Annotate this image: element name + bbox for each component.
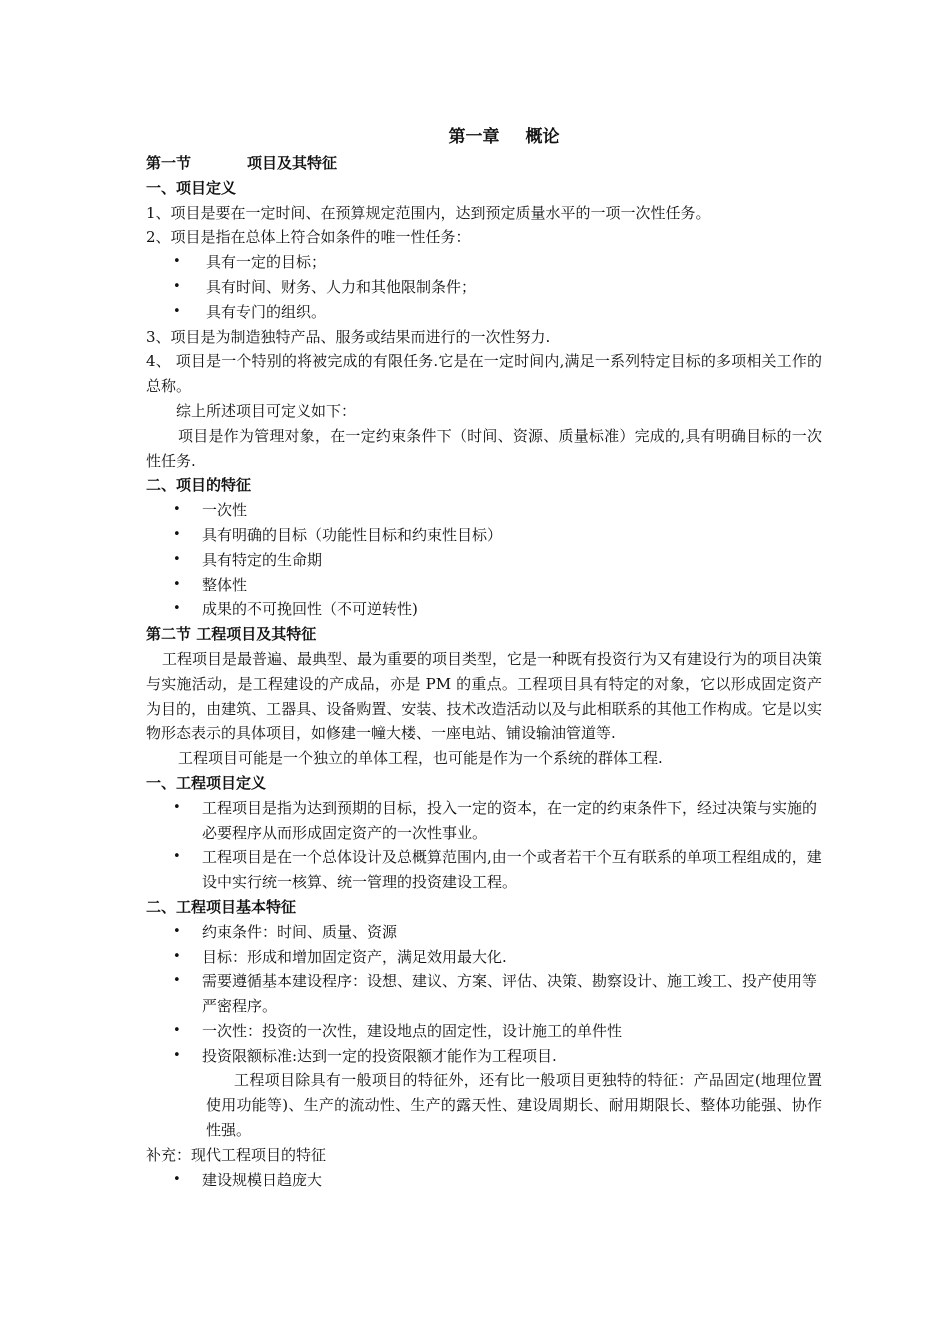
bullet-icon: • [173, 1022, 181, 1038]
bullet-icon: • [173, 526, 181, 542]
definition-3: 3、项目是为制造独特产品、服务或结果而进行的一次性努力. [146, 327, 551, 346]
bullet-icon: • [173, 923, 181, 939]
list-item [146, 969, 822, 1019]
engineering-paragraph-2: 工程项目可能是一个独立的单体工程，也可能是作为一个系统的群体工程. [178, 749, 663, 768]
list-item-text: 投资限额标准:达到一定的投资限额才能作为工程项目. [202, 1046, 557, 1065]
heading-engineering-features: 二、工程项目基本特征 [146, 897, 297, 916]
bullet-icon: • [173, 1047, 181, 1063]
list-item-text: 需要遵循基本建设程序：设想、建议、方案、评估、决策、勘察设计、施工竣工、投产使用等严密程序。 [202, 972, 818, 1016]
list-item [146, 573, 822, 598]
list-item [146, 548, 822, 573]
bullet-icon: • [173, 502, 181, 518]
heading-project-definition: 一、项目定义 [146, 178, 237, 197]
bullet-icon: • [173, 601, 181, 617]
summary-intro: 综上所述项目可定义如下： [176, 401, 357, 420]
chapter-number: 第一章 [448, 127, 500, 147]
list-item [146, 1019, 822, 1044]
list-item [146, 300, 822, 325]
list-item [146, 523, 822, 548]
bullet-icon: • [173, 799, 181, 815]
list-item [146, 275, 822, 300]
bullet-icon: • [173, 576, 181, 592]
list-item-text: 具有特定的生命期 [202, 550, 323, 569]
heading-engineering-definition: 一、工程项目定义 [146, 773, 267, 792]
list-item-text: 一次性：投资的一次性，建设地点的固定性，设计施工的单件性 [202, 1021, 623, 1040]
list-item-text: 具有明确的目标（功能性目标和约束性目标） [202, 525, 503, 544]
supplement-heading: 补充：现代工程项目的特征 [146, 1145, 327, 1164]
bullet-icon: • [173, 551, 181, 567]
bullet-icon: • [173, 303, 181, 319]
list-item-text: 建设规模日趋庞大 [202, 1170, 323, 1189]
list-item-text: 工程项目是在一个总体设计及总概算范围内,由一个或者若干个互有联系的单项工程组成的，建设中实行统一核算、统一管理的投资建设工程。 [202, 848, 822, 892]
summary-definition: 项目是作为管理对象，在一定约束条件下（时间、资源、质量标准）完成的,具有明确目标的一次性任务. [146, 426, 822, 470]
definition-2: 2、项目是指在总体上符合如条件的唯一性任务： [146, 228, 471, 247]
list-item [146, 250, 822, 275]
section-1-title: 项目及其特征 [247, 154, 338, 172]
engineering-features-paragraph: 工程项目除具有一般项目的特征外，还有比一般项目更独特的特征：产品固定(地理位置使用功能等)、生产的流动性、生产的露天性、建设周期长、耐用期限长、整体功能强、协作性强。 [206, 1071, 822, 1140]
bullet-icon: • [173, 254, 181, 270]
list-item [146, 1044, 822, 1069]
definition-1: 1、项目是要在一定时间、在预算规定范围内，达到预定质量水平的一项一次性任务。 [146, 203, 711, 222]
list-item-text: 成果的不可挽回性（不可逆转性) [202, 600, 418, 619]
section-1-heading [146, 151, 822, 176]
bullet-icon: • [173, 973, 181, 989]
list-item-text: 具有一定的目标； [206, 253, 327, 272]
list-item-text: 约束条件：时间、质量、资源 [202, 922, 398, 941]
list-item-text: 工程项目是指为达到预期的目标，投入一定的资本，在一定的约束条件下，经过决策与实施的必要程序从而形成固定资产的一次性事业。 [202, 798, 818, 842]
list-item [146, 796, 822, 846]
list-item-text: 具有时间、财务、人力和其他限制条件； [206, 277, 477, 296]
bullet-icon: • [173, 849, 181, 865]
bullet-icon: • [173, 1171, 181, 1187]
list-item-text: 具有专门的组织。 [206, 302, 327, 321]
heading-project-features: 二、项目的特征 [146, 476, 252, 495]
section-2-heading: 第二节 工程项目及其特征 [146, 625, 317, 644]
bullet-icon: • [173, 278, 181, 294]
list-item-text: 整体性 [202, 575, 248, 594]
list-item [146, 945, 822, 970]
chapter-title [146, 124, 822, 150]
list-item-text: 目标：形成和增加固定资产，满足效用最大化. [202, 947, 507, 966]
bullet-icon: • [173, 948, 181, 964]
list-item [146, 597, 822, 622]
document-page [146, 124, 822, 1192]
list-item-text: 一次性 [202, 501, 248, 520]
definition-4: 4、 项目是一个特别的将被完成的有限任务.它是在一定时间内,满足一系列特定目标的多项相关工作的总称。 [146, 352, 822, 396]
list-item [146, 845, 822, 895]
list-item [146, 1168, 822, 1193]
section-1-number: 第一节 [146, 154, 192, 172]
chapter-name: 概论 [525, 127, 560, 147]
list-item [146, 498, 822, 523]
list-item [146, 920, 822, 945]
engineering-paragraph: 工程项目是最普遍、最典型、最为重要的项目类型，它是一种既有投资行为又有建设行为的项目决策与实施活动，是工程建设的产成品，亦是 PM 的重点。工程项目具有特定的对象，它以形成固定资产为目的，由建筑、工器具、设备购置、安装、技术改造活动以及与此相联系的其他工作构成。它是以实物形态表示的具体项目，如修建一幢大楼、一座电站、铺设输油管道等. [146, 649, 823, 743]
